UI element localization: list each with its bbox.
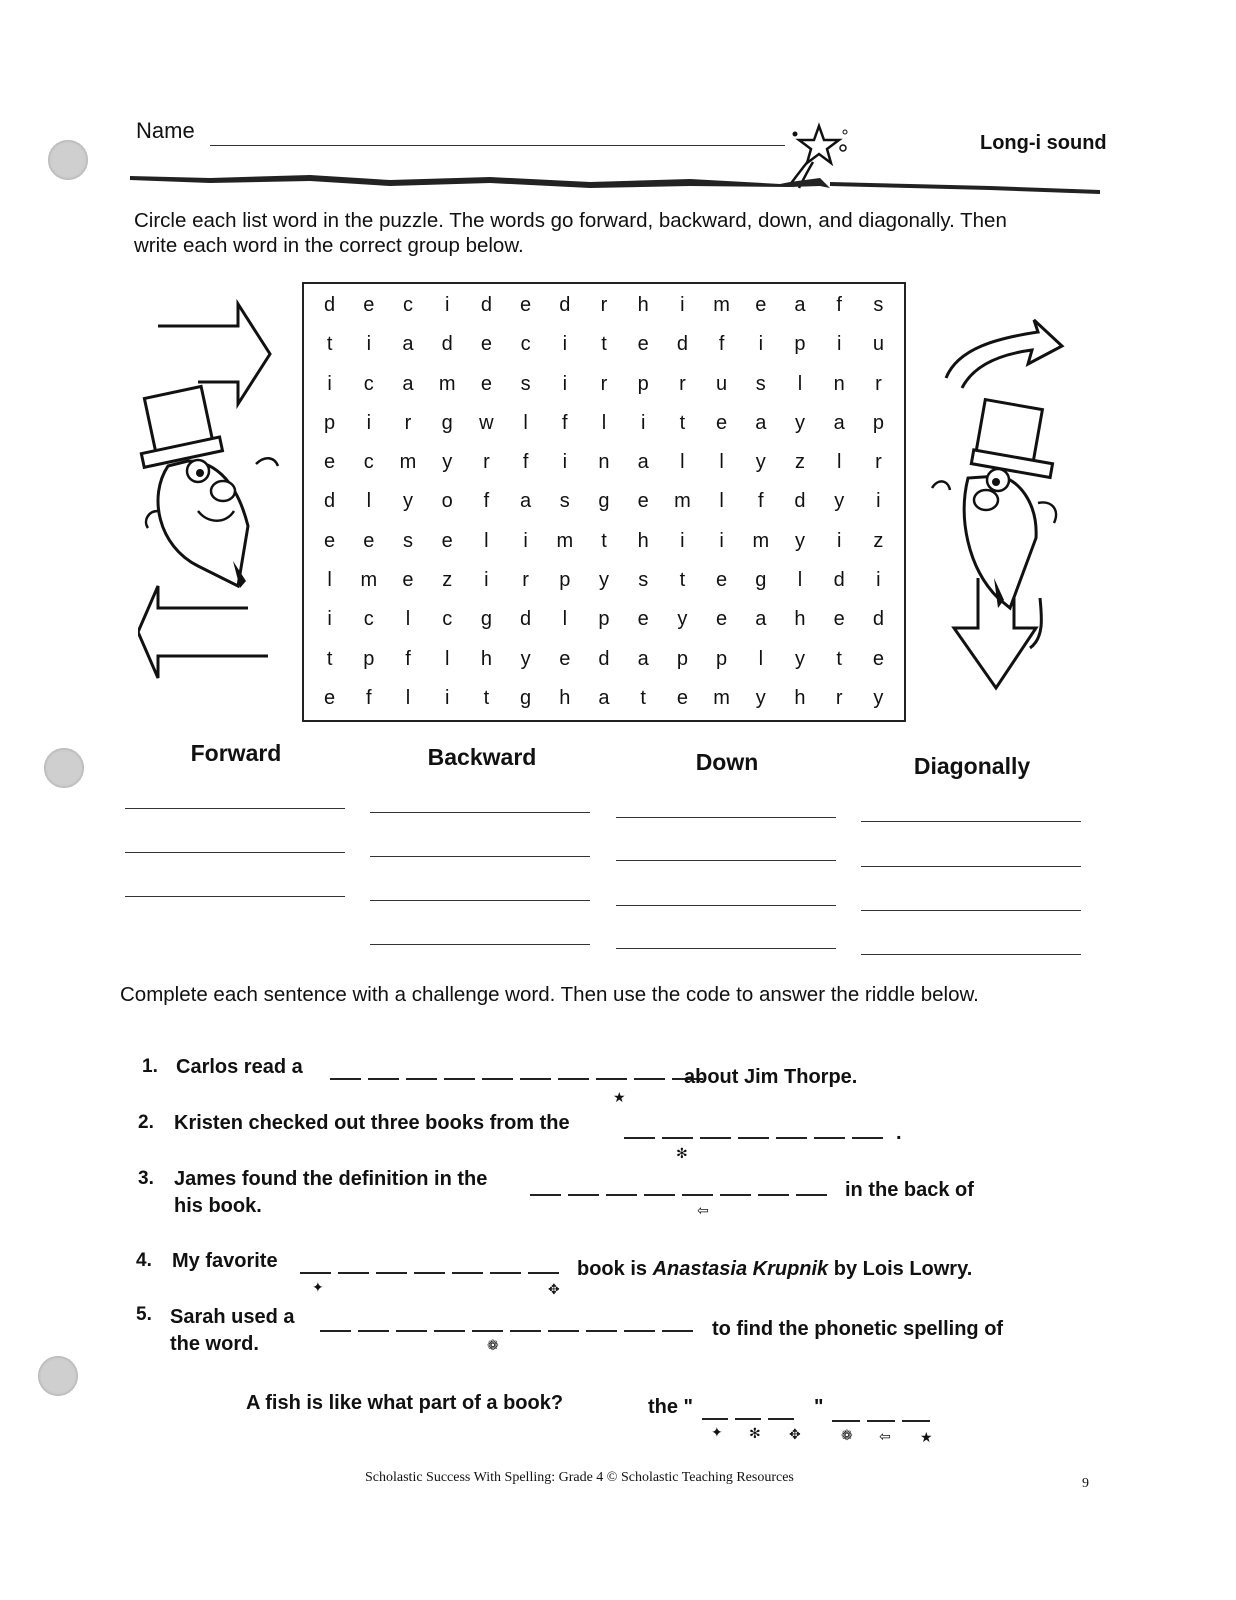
sentence-2-end: . (896, 1122, 902, 1144)
word-search-grid[interactable] (302, 282, 906, 722)
puzzle-letter[interactable]: i (366, 411, 372, 434)
sentence-3-start-continued: his book. (174, 1195, 262, 1217)
sentence-1-end: about Jim Thorpe. (684, 1066, 858, 1088)
puzzle-letter[interactable]: d (559, 294, 571, 317)
puzzle-letter[interactable]: e (480, 372, 492, 395)
sentence-1-blanks[interactable] (330, 1078, 703, 1080)
puzzle-letter[interactable]: p (676, 647, 688, 670)
puzzle-letter[interactable]: e (833, 608, 845, 631)
group-heading-down: Down (695, 749, 759, 775)
puzzle-letter[interactable]: l (484, 529, 489, 552)
code-symbol-star: ★ (613, 1089, 626, 1105)
puzzle-letter[interactable]: r (600, 372, 608, 395)
sentence-5-start: Sarah used a (170, 1306, 295, 1328)
puzzle-letter[interactable]: e (480, 333, 492, 356)
puzzle-letter[interactable]: d (598, 647, 610, 670)
puzzle-letter[interactable]: i (758, 333, 764, 356)
sentence-3-blanks[interactable] (530, 1194, 827, 1196)
puzzle-letter[interactable]: g (441, 411, 453, 434)
puzzle-letter[interactable]: s (559, 490, 570, 513)
sentence-5-start-continued: the word. (170, 1333, 259, 1355)
puzzle-letter[interactable]: z (442, 569, 453, 592)
backward-answer-line[interactable] (370, 812, 590, 813)
puzzle-letter[interactable]: y (794, 647, 805, 670)
puzzle-letter[interactable]: t (601, 333, 607, 356)
puzzle-letter[interactable]: a (833, 411, 845, 434)
sentence-4-start: My favorite (172, 1250, 278, 1272)
sentence-3-start: James found the definition in the (174, 1168, 488, 1190)
puzzle-letter[interactable]: y (873, 686, 884, 709)
puzzle-letter[interactable]: i (327, 372, 332, 395)
puzzle-letter[interactable]: d (872, 608, 884, 631)
riddle-code-sparkle: ✦ (711, 1424, 723, 1440)
puzzle-letter[interactable]: y (755, 451, 766, 474)
puzzle-letter[interactable]: e (324, 451, 336, 474)
puzzle-letter[interactable]: c (520, 333, 531, 356)
puzzle-letter[interactable]: g (520, 686, 532, 709)
puzzle-letter[interactable]: m (399, 451, 417, 474)
puzzle-letter[interactable]: c (402, 294, 413, 317)
puzzle-letter[interactable]: a (637, 451, 649, 474)
puzzle-letter[interactable]: t (483, 686, 490, 709)
puzzle-letter[interactable]: p (872, 411, 884, 434)
code-symbol-arrow: ⇦ (697, 1202, 709, 1218)
down-answer-line[interactable] (616, 948, 836, 949)
sentence-2-blanks[interactable] (624, 1137, 883, 1139)
puzzle-letter[interactable]: y (442, 451, 453, 474)
puzzle-letter[interactable]: h (637, 294, 649, 317)
puzzle-letter[interactable]: y (755, 686, 766, 709)
puzzle-letter[interactable]: m (438, 372, 456, 395)
puzzle-letter[interactable]: r (875, 451, 882, 474)
group-heading-diagonally: Diagonally (913, 753, 1031, 779)
puzzle-letter[interactable]: y (834, 490, 845, 513)
puzzle-letter[interactable]: p (794, 333, 806, 356)
sentence-5-blanks[interactable] (320, 1330, 693, 1332)
puzzle-letter[interactable]: i (836, 529, 842, 552)
sentence-number: 5. (136, 1304, 152, 1325)
sentence-4-blanks[interactable] (300, 1272, 559, 1274)
puzzle-letter[interactable]: e (755, 294, 767, 317)
riddle-answer-prefix: the " (648, 1396, 694, 1418)
puzzle-letter[interactable]: d (480, 294, 492, 317)
puzzle-letter[interactable]: r (404, 411, 412, 434)
binder-hole-top (48, 140, 88, 180)
pencil-mascot-right-icon (918, 318, 1068, 718)
sentence-4-end-text: book is (577, 1258, 648, 1280)
sentence-number: 1. (142, 1056, 158, 1077)
puzzle-letter[interactable]: e (637, 490, 649, 513)
puzzle-letter[interactable]: a (637, 647, 649, 670)
puzzle-letter[interactable]: y (402, 490, 413, 513)
topic-label: Long-i sound (980, 132, 1107, 154)
puzzle-letter[interactable]: l (797, 569, 803, 592)
puzzle-letter[interactable]: c (442, 608, 453, 631)
puzzle-letter[interactable]: s (520, 372, 531, 395)
puzzle-letter[interactable]: l (523, 411, 528, 434)
puzzle-letter[interactable]: f (483, 490, 490, 513)
puzzle-letter[interactable]: h (637, 529, 649, 552)
puzzle-letter[interactable]: f (718, 333, 725, 356)
puzzle-letter[interactable]: h (559, 686, 571, 709)
puzzle-letter[interactable]: t (679, 411, 686, 434)
name-label: Name (136, 118, 195, 143)
puzzle-letter[interactable]: h (794, 608, 806, 631)
puzzle-letter[interactable]: i (484, 569, 489, 592)
puzzle-letter[interactable]: s (638, 569, 649, 592)
sentence-2-start: Kristen checked out three books from the (174, 1112, 570, 1134)
binder-hole-middle (44, 748, 84, 788)
puzzle-letter[interactable]: e (559, 647, 571, 670)
down-answer-line[interactable] (616, 817, 836, 818)
code-symbol-blossom: ❁ (487, 1337, 499, 1353)
puzzle-letter[interactable]: s (755, 372, 766, 395)
riddle-answer-close-quote: " (814, 1396, 824, 1418)
puzzle-letter[interactable]: e (637, 333, 649, 356)
sentence-4-end (577, 1256, 972, 1282)
puzzle-letter[interactable]: p (324, 411, 336, 434)
puzzle-letter[interactable]: c (363, 451, 374, 474)
sentence-number: 2. (138, 1112, 154, 1133)
puzzle-letter[interactable]: d (324, 490, 336, 513)
puzzle-letter[interactable]: l (601, 411, 607, 434)
puzzle-letter[interactable]: l (719, 451, 724, 474)
puzzle-letter[interactable]: y (794, 529, 805, 552)
puzzle-letter[interactable]: e (676, 686, 688, 709)
puzzle-letter[interactable]: e (363, 294, 375, 317)
puzzle-letter[interactable]: p (716, 647, 728, 670)
puzzle-letter[interactable]: l (405, 608, 411, 631)
puzzle-letter[interactable]: i (680, 294, 685, 317)
puzzle-letter[interactable]: m (713, 686, 730, 709)
puzzle-letter[interactable]: l (680, 451, 685, 474)
puzzle-letter[interactable]: i (719, 529, 724, 552)
challenge-instructions: Complete each sentence with a challenge word. Then use the code to answer the riddle below. (120, 983, 979, 1006)
puzzle-letter[interactable]: l (366, 490, 372, 513)
puzzle-letter[interactable]: m (713, 294, 730, 317)
riddle-answer-blanks-second[interactable] (832, 1420, 930, 1422)
puzzle-letter[interactable]: t (326, 647, 333, 670)
puzzle-letter[interactable]: e (716, 411, 728, 434)
puzzle-letter[interactable]: i (366, 333, 372, 356)
puzzle-letter[interactable]: t (679, 569, 686, 592)
forward-answer-line[interactable] (125, 896, 345, 897)
puzzle-letter[interactable]: r (483, 451, 490, 474)
diagonal-answer-line[interactable] (861, 954, 1081, 955)
footer-credit: Scholastic Success With Spelling: Grade 4 © Scholastic Teaching Resources (365, 1470, 794, 1485)
puzzle-letter[interactable]: l (562, 608, 568, 631)
puzzle-letter[interactable]: h (480, 647, 492, 670)
puzzle-instructions: Circle each list word in the puzzle. The words go forward, backward, down, and diagonally. Then write each word in the correct group below. (134, 209, 1007, 257)
code-symbol-snowflake: ✻ (676, 1145, 688, 1161)
puzzle-letter[interactable]: e (402, 569, 414, 592)
diagonal-answer-line[interactable] (861, 866, 1081, 867)
puzzle-letter[interactable]: r (522, 569, 529, 592)
code-symbol-sparkle: ✦ (312, 1279, 324, 1295)
puzzle-letter[interactable]: f (562, 411, 568, 434)
puzzle-letter[interactable]: r (600, 294, 608, 317)
puzzle-letter[interactable]: a (755, 608, 767, 631)
puzzle-letter[interactable]: i (327, 608, 332, 631)
puzzle-letter[interactable]: p (363, 647, 375, 670)
header-rule (130, 166, 1100, 196)
backward-answer-line[interactable] (370, 944, 590, 945)
puzzle-letter[interactable]: i (562, 333, 568, 356)
down-answer-line[interactable] (616, 860, 836, 861)
puzzle-letter[interactable]: d (520, 608, 532, 631)
backward-answer-line[interactable] (370, 900, 590, 901)
puzzle-letter[interactable]: s (873, 294, 884, 317)
puzzle-letter[interactable]: g (598, 490, 610, 513)
puzzle-letter[interactable]: w (479, 411, 494, 434)
puzzle-letter[interactable]: i (836, 333, 842, 356)
puzzle-letter[interactable]: d (833, 569, 845, 592)
forward-answer-line[interactable] (125, 808, 345, 809)
puzzle-letter[interactable]: l (719, 490, 724, 513)
puzzle-letter[interactable]: e (716, 608, 728, 631)
puzzle-letter[interactable]: l (836, 451, 842, 474)
puzzle-letter[interactable]: e (363, 529, 375, 552)
riddle-answer-blanks-first[interactable] (702, 1418, 794, 1420)
puzzle-letter[interactable]: d (676, 333, 688, 356)
puzzle-letter[interactable]: p (598, 608, 610, 631)
pencil-mascot-left-icon (138, 296, 288, 696)
puzzle-letter[interactable]: t (326, 333, 333, 356)
group-heading-backward: Backward (427, 744, 537, 770)
puzzle-letter[interactable]: o (441, 490, 453, 513)
sentence-number: 3. (138, 1168, 154, 1189)
puzzle-letter[interactable]: l (758, 647, 764, 670)
puzzle-letter[interactable]: i (523, 529, 528, 552)
puzzle-letter[interactable]: i (680, 529, 685, 552)
puzzle-letter[interactable]: d (324, 294, 336, 317)
riddle-code-snowflake: ✻ (749, 1425, 761, 1441)
riddle-question: A fish is like what part of a book? (246, 1392, 564, 1414)
puzzle-letter[interactable]: y (677, 608, 688, 631)
puzzle-letter[interactable]: z (873, 529, 884, 552)
puzzle-letter[interactable]: m (360, 569, 378, 592)
puzzle-letter[interactable]: f (836, 294, 842, 317)
puzzle-letter[interactable]: a (598, 686, 610, 709)
riddle-code-flower: ✥ (789, 1426, 801, 1442)
puzzle-letter[interactable]: e (872, 647, 884, 670)
down-answer-line[interactable] (616, 905, 836, 906)
puzzle-letter[interactable]: e (716, 569, 728, 592)
puzzle-letter[interactable]: d (794, 490, 806, 513)
code-symbol-flower: ✥ (548, 1281, 560, 1297)
puzzle-letter[interactable]: e (324, 686, 336, 709)
puzzle-letter[interactable]: n (833, 372, 845, 395)
book-title: Anastasia Krupnik (652, 1258, 829, 1280)
puzzle-letter[interactable]: t (601, 529, 607, 552)
puzzle-letter[interactable]: r (679, 372, 686, 395)
puzzle-letter[interactable]: i (876, 490, 881, 513)
puzzle-letter[interactable]: t (640, 686, 646, 709)
puzzle-letter[interactable]: r (875, 372, 882, 395)
puzzle-letter[interactable]: n (598, 451, 610, 474)
puzzle-letter[interactable]: z (794, 451, 805, 474)
puzzle-letter[interactable]: t (836, 647, 842, 670)
puzzle-letter[interactable]: f (758, 490, 764, 513)
puzzle-letter[interactable]: i (562, 451, 568, 474)
puzzle-letter[interactable]: c (363, 608, 374, 631)
puzzle-letter[interactable]: y (598, 569, 609, 592)
puzzle-letter[interactable]: a (755, 411, 767, 434)
sentence-3-end: in the back of (845, 1179, 974, 1201)
puzzle-letter[interactable]: f (366, 686, 372, 709)
puzzle-letter[interactable]: a (402, 372, 414, 395)
sentence-4-end-author: by Lois Lowry. (833, 1258, 973, 1280)
puzzle-letter[interactable]: h (794, 686, 806, 709)
forward-answer-line[interactable] (125, 852, 345, 853)
sentence-1-start: Carlos read a (176, 1056, 303, 1078)
puzzle-letter[interactable]: l (405, 686, 411, 709)
puzzle-letter[interactable]: m (674, 490, 691, 513)
puzzle-letter[interactable]: u (872, 333, 884, 356)
puzzle-letter[interactable]: y (794, 411, 805, 434)
puzzle-letter[interactable]: m (556, 529, 574, 552)
puzzle-letter[interactable]: l (327, 569, 332, 592)
puzzle-letter[interactable]: e (324, 529, 336, 552)
puzzle-letter[interactable]: i (444, 294, 450, 317)
puzzle-letter[interactable]: a (402, 333, 414, 356)
riddle-code-arrow: ⇦ (879, 1428, 891, 1444)
riddle-code-blossom: ❁ (841, 1427, 853, 1443)
puzzle-letter[interactable]: y (520, 647, 531, 670)
backward-answer-line[interactable] (370, 856, 590, 857)
puzzle-letter[interactable]: a (520, 490, 532, 513)
puzzle-letter[interactable]: l (444, 647, 450, 670)
puzzle-letter[interactable]: i (444, 686, 450, 709)
puzzle-letter[interactable]: d (441, 333, 453, 356)
puzzle-letter[interactable]: f (522, 451, 529, 474)
puzzle-letter[interactable]: r (835, 686, 843, 709)
puzzle-letter[interactable]: m (752, 529, 770, 552)
puzzle-letter[interactable]: a (794, 294, 806, 317)
diagonal-answer-line[interactable] (861, 910, 1081, 911)
puzzle-letter[interactable]: u (716, 372, 728, 395)
puzzle-letter[interactable]: g (755, 569, 767, 592)
sentence-5-end: to find the phonetic spelling of (712, 1318, 1004, 1340)
puzzle-letter[interactable]: e (441, 529, 453, 552)
puzzle-letter[interactable]: c (363, 372, 374, 395)
name-line[interactable] (210, 145, 785, 146)
puzzle-letter[interactable]: i (876, 569, 881, 592)
binder-hole-bottom (38, 1356, 78, 1396)
puzzle-letter[interactable]: p (637, 372, 649, 395)
puzzle-letter[interactable]: i (640, 411, 646, 434)
puzzle-letter[interactable]: s (402, 529, 413, 552)
puzzle-letter[interactable]: e (520, 294, 532, 317)
riddle-code-star: ★ (920, 1429, 933, 1445)
puzzle-letter[interactable]: e (637, 608, 649, 631)
puzzle-letter[interactable]: p (559, 569, 571, 592)
group-heading-forward: Forward (190, 740, 282, 766)
diagonal-answer-line[interactable] (861, 821, 1081, 822)
puzzle-letter[interactable]: f (405, 647, 411, 670)
puzzle-letter[interactable]: l (797, 372, 803, 395)
page-number: 9 (1082, 1476, 1089, 1491)
sentence-number: 4. (136, 1250, 152, 1271)
puzzle-letter[interactable]: g (480, 608, 492, 631)
puzzle-letter[interactable]: i (562, 372, 568, 395)
